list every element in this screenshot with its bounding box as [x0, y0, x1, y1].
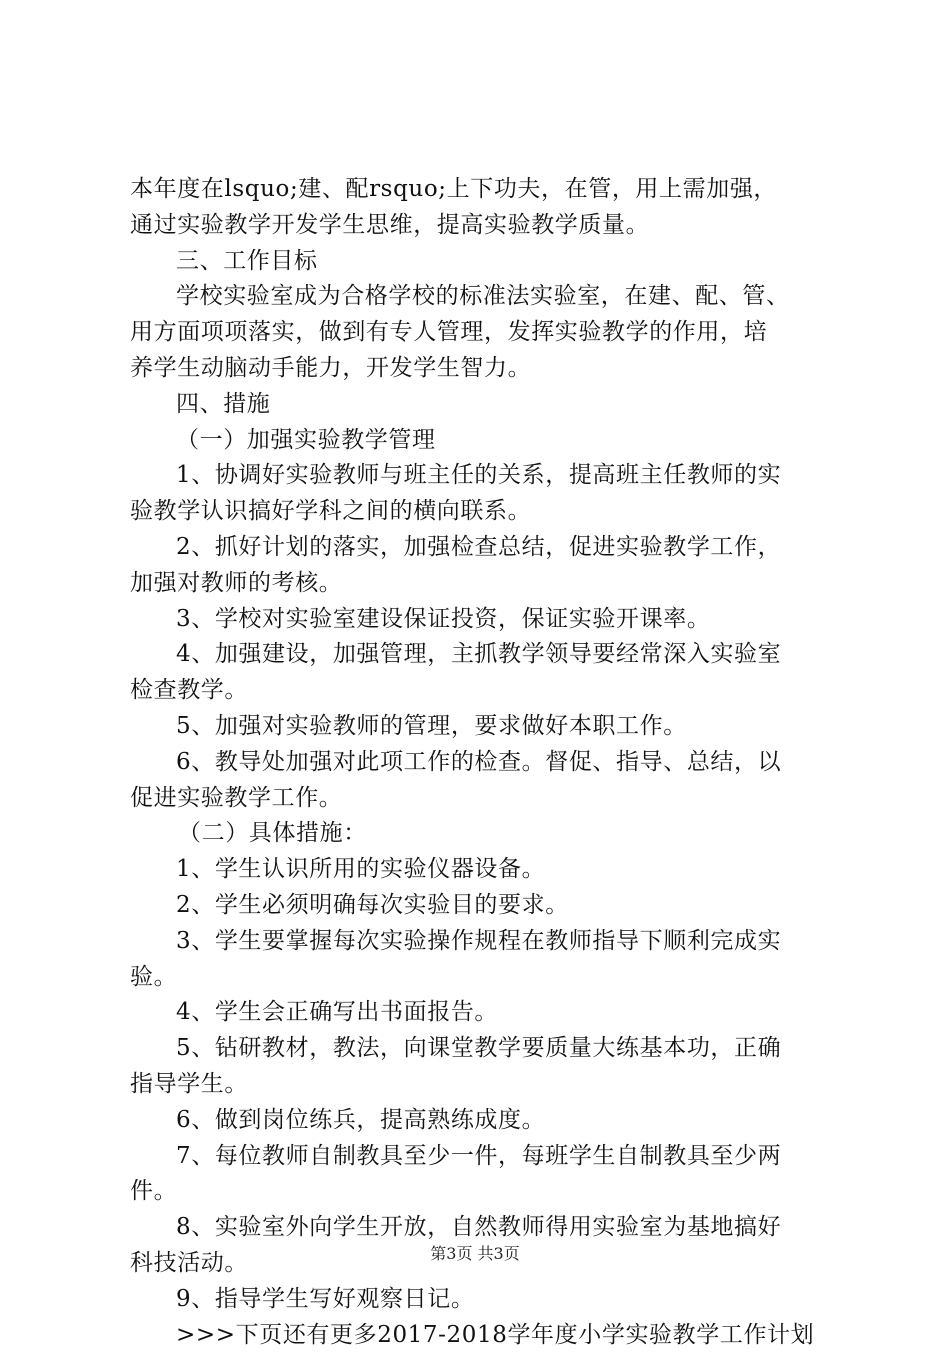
list-item: 8、实验室外向学生开放，自然教师得用实验室为基地搞好	[130, 1210, 830, 1246]
list-item: 6、做到岗位练兵，提高熟练成度。	[130, 1103, 830, 1139]
more-pages-link[interactable]: >>>下页还有更多2017-2018学年度小学实验教学工作计划	[130, 1318, 830, 1353]
list-item: 2、学生必须明确每次实验目的要求。	[130, 888, 830, 924]
page-number-footer: 第3页 共3页	[0, 1244, 950, 1264]
list-item: 1、协调好实验教师与班主任的关系，提高班主任教师的实	[130, 458, 830, 494]
text-line: 通过实验教学开发学生思维，提高实验教学质量。	[130, 208, 830, 244]
document-body	[130, 172, 830, 1353]
text-line: 促进实验教学工作。	[130, 781, 830, 817]
subsection-heading: （一）加强实验教学管理	[130, 423, 830, 459]
list-item: 2、抓好计划的落实，加强检查总结，促进实验教学工作，	[130, 530, 830, 566]
section-heading: 三、工作目标	[130, 244, 830, 280]
list-item: 5、钻研教材，教法，向课堂教学要质量大练基本功，正确	[130, 1031, 830, 1067]
text-line: 件。	[130, 1174, 830, 1210]
text-line: 验教学认识搞好学科之间的横向联系。	[130, 494, 830, 530]
list-item: 5、加强对实验教师的管理，要求做好本职工作。	[130, 709, 830, 745]
text-line: 本年度在lsquo;建、配rsquo;上下功夫，在管，用上需加强，	[130, 172, 830, 208]
text-line: 养学生动脑动手能力，开发学生智力。	[130, 351, 830, 387]
text-line: 用方面项项落实，做到有专人管理，发挥实验教学的作用，培	[130, 315, 830, 351]
subsection-heading: （二）具体措施：	[130, 816, 830, 852]
list-item: 1、学生认识所用的实验仪器设备。	[130, 852, 830, 888]
list-item: 6、教导处加强对此项工作的检查。督促、指导、总结，以	[130, 745, 830, 781]
text-line: 加强对教师的考核。	[130, 566, 830, 602]
text-line: 指导学生。	[130, 1067, 830, 1103]
list-item: 9、指导学生写好观察日记。	[130, 1282, 830, 1318]
list-item: 3、学校对实验室建设保证投资，保证实验开课率。	[130, 602, 830, 638]
list-item: 4、加强建设，加强管理，主抓教学领导要经常深入实验室	[130, 637, 830, 673]
text-line: 科技活动。	[130, 1246, 830, 1282]
list-item: 7、每位教师自制教具至少一件，每班学生自制教具至少两	[130, 1139, 830, 1175]
list-item: 3、学生要掌握每次实验操作规程在教师指导下顺利完成实	[130, 924, 830, 960]
text-line: 检查教学。	[130, 673, 830, 709]
section-heading: 四、措施	[130, 387, 830, 423]
list-item: 4、学生会正确写出书面报告。	[130, 995, 830, 1031]
text-line: 验。	[130, 960, 830, 996]
text-line: 学校实验室成为合格学校的标准法实验室，在建、配、管、	[130, 279, 830, 315]
